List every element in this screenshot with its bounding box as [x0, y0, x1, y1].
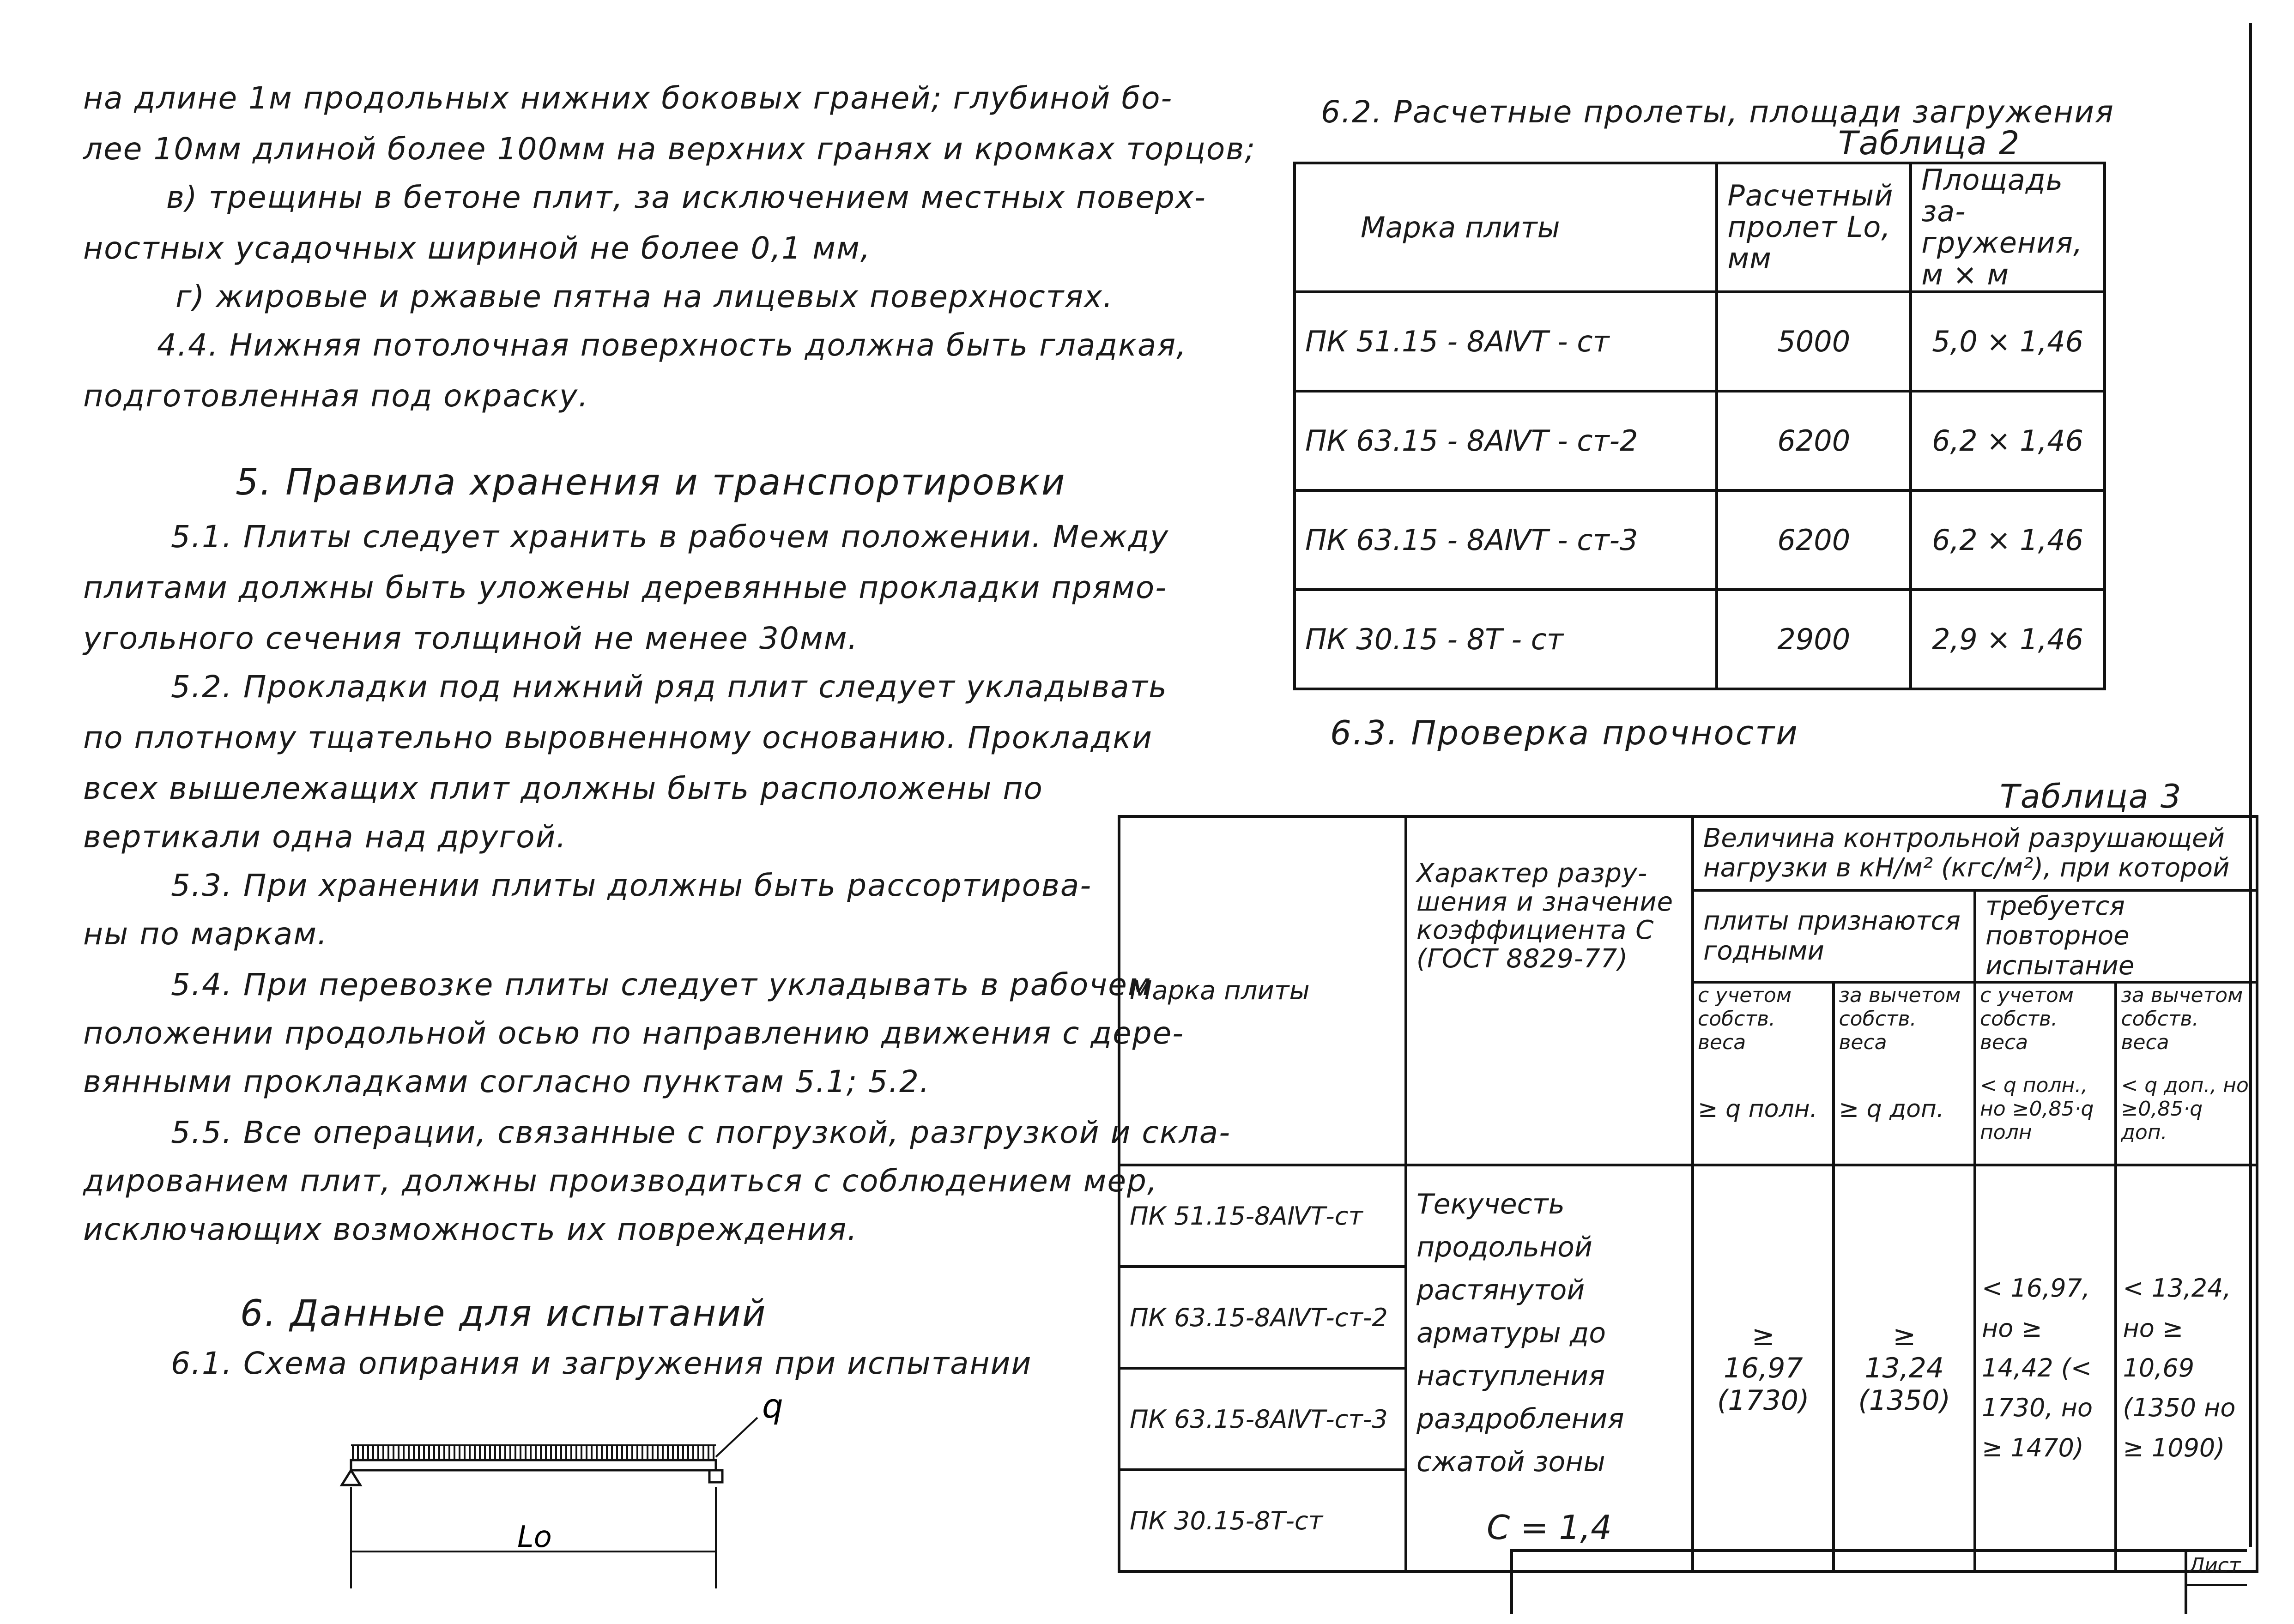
t3-header-c2: за вычетом собств. веса — [1834, 982, 1974, 1054]
load-label: q — [762, 1399, 783, 1425]
span-label: Lo — [517, 1520, 552, 1554]
t3-header-c4: за вычетом собств. веса — [2116, 982, 2257, 1054]
t3-header-c3: с учетом собств. веса — [1975, 982, 2116, 1054]
text-line: 5.2. Прокладки под нижний ряд плит следует укладывать — [171, 669, 1168, 705]
table-row — [1295, 292, 2105, 391]
t3-header-c1: с учетом собств. веса — [1693, 982, 1834, 1054]
text-line: вертикали одна над другой. — [83, 819, 567, 855]
t3-character-text: Текучесть продольной растянутой арматуры до наступления раздробления сжатой зоны — [1416, 1188, 1624, 1478]
text-line: лее 10мм длиной более 100мм на верхних гранях и кромках торцов; — [83, 131, 1256, 167]
text-line: плитами должны быть уложены деревянные прокладки прямо- — [83, 570, 1168, 605]
t3-header-c2v: ≥ q доп. — [1834, 1054, 1974, 1165]
text-line: г) жировые и ржавые пятна на лицевых поверхностях. — [176, 279, 1114, 314]
t2-span: 2900 — [1717, 590, 1911, 689]
text-line: 5.5. Все операции, связанные с погрузкой, разгрузкой и скла- — [171, 1115, 1231, 1150]
t2-span: 6200 — [1717, 391, 1911, 490]
t3-v2: ≥ 13,24 (1350) — [1834, 1165, 1974, 1571]
table-row — [1119, 1165, 2257, 1267]
t2-mark: ПК 30.15 - 8Т - ст — [1295, 590, 1717, 689]
stamp-sheet-divider — [2185, 1549, 2187, 1614]
table-row — [1295, 590, 2105, 689]
text-line: подготовленная под окраску. — [83, 378, 589, 414]
stamp-sheet-label: Лист — [2189, 1554, 2241, 1577]
t3-mark: ПК 30.15-8Т-ст — [1119, 1470, 1406, 1571]
t3-header-c1v: ≥ q полн. — [1693, 1054, 1834, 1165]
stamp-top-border — [1510, 1549, 2247, 1552]
section-6-1: 6.1. Схема опирания и загружения при испытании — [171, 1346, 1032, 1381]
section-6-title: 6. Данные для испытаний — [240, 1293, 767, 1334]
section-6-3-title: 6.3. Проверка прочности — [1330, 713, 1799, 752]
text-line: дированием плит, должны производиться с соблюдением мер, — [83, 1163, 1158, 1199]
t3-v1: ≥ 16,97 (1730) — [1693, 1165, 1834, 1571]
text-line: угольного сечения толщиной не менее 30мм. — [83, 621, 859, 656]
text-line: 5.4. При перевозке плиты следует укладывать в рабочем — [171, 967, 1152, 1002]
text-line: 4.4. Нижняя потолочная поверхность должна быть гладкая, — [157, 327, 1187, 363]
t3-header-value: Величина контрольной разрушающей нагрузки в кН/м² (кгс/м²), при которой — [1693, 816, 2257, 890]
t2-area: 6,2 × 1,46 — [1911, 490, 2105, 590]
t3-header-mark: Марка плиты — [1119, 816, 1406, 1165]
text-line: положении продольной осью по направлению движения с дере- — [83, 1015, 1185, 1051]
text-line: исключающих возможность их повреждения. — [83, 1212, 858, 1247]
t3-c-value: С = 1,4 — [1487, 1508, 1612, 1547]
text-line: 5.3. При хранении плиты должны быть рассортирова- — [171, 868, 1092, 903]
t3-header-character: Характер разру-шения и значение коэффициента С (ГОСТ 8829-77) — [1406, 816, 1693, 1165]
load-leader-line — [716, 1418, 757, 1457]
load-hatch — [351, 1445, 716, 1460]
text-line: по плотному тщательно выровненному основанию. Прокладки — [83, 720, 1153, 755]
t2-span: 5000 — [1717, 292, 1911, 391]
pin-support-icon — [342, 1470, 360, 1485]
text-line: всех вышележащих плит должны быть расположены по — [83, 771, 1043, 806]
page-right-border — [2249, 23, 2252, 1547]
table-3-caption: Таблица 3 — [2000, 778, 2182, 815]
table-2 — [1293, 162, 2106, 690]
t2-header-area: Площадь за-гружения, м × м — [1911, 163, 2105, 292]
t3-header-c4v: < q доп., но ≥0,85·q доп. — [2116, 1054, 2257, 1165]
text-line: ны по маркам. — [83, 916, 328, 952]
text-line: ностных усадочных шириной не более 0,1 мм, — [83, 230, 871, 266]
slab-beam — [351, 1460, 716, 1470]
t2-area: 6,2 × 1,46 — [1911, 391, 2105, 490]
t3-v3: < 16,97, но ≥ 14,42 (< 1730, но ≥ 1470) — [1975, 1165, 2116, 1571]
stamp-left-border — [1510, 1549, 1513, 1614]
t2-area: 2,9 × 1,46 — [1911, 590, 2105, 689]
t3-mark: ПК 63.15-8АⅣТ-ст-2 — [1119, 1267, 1406, 1368]
t2-header-span: Расчетный пролет Lo, мм — [1717, 163, 1911, 292]
t2-mark: ПК 63.15 - 8АⅣТ - ст-3 — [1295, 490, 1717, 590]
stamp-sheet-line — [2185, 1584, 2247, 1586]
text-line: вянными прокладками согласно пунктам 5.1; 5.2. — [83, 1064, 930, 1099]
t3-mark: ПК 63.15-8АⅣТ-ст-3 — [1119, 1368, 1406, 1470]
table-2-caption: Таблица 2 — [1838, 124, 2021, 162]
t3-header-c3v: < q полн., но ≥0,85·q полн — [1975, 1054, 2116, 1165]
t2-mark: ПК 63.15 - 8АⅣТ - ст-2 — [1295, 391, 1717, 490]
table-3 — [1118, 815, 2258, 1573]
t3-mark: ПК 51.15-8АⅣТ-ст — [1119, 1165, 1406, 1267]
table-row — [1295, 391, 2105, 490]
t2-mark: ПК 51.15 - 8АⅣТ - ст — [1295, 292, 1717, 391]
t2-header-mark: Марка плиты — [1295, 163, 1717, 292]
loading-diagram — [323, 1399, 785, 1598]
t2-span: 6200 — [1717, 490, 1911, 590]
t3-header-fit: плиты признаются годными — [1693, 890, 1975, 982]
t3-v4: < 13,24, но ≥ 10,69 (1350 но ≥ 1090) — [2116, 1165, 2257, 1571]
text-line: в) трещины в бетоне плит, за исключением местных поверх- — [166, 180, 1206, 215]
section-5-title: 5. Правила хранения и транспортировки — [236, 462, 1066, 503]
text-line: 5.1. Плиты следует хранить в рабочем положении. Между — [171, 519, 1169, 555]
table-row — [1295, 490, 2105, 590]
roller-support-icon — [709, 1470, 722, 1482]
t3-character-cell — [1406, 1165, 1693, 1571]
t2-area: 5,0 × 1,46 — [1911, 292, 2105, 391]
t3-header-retest: требуется повторное испытание — [1975, 890, 2257, 982]
section-6-2-title: 6.2. Расчетные пролеты, площади загружения — [1321, 94, 2114, 130]
text-line: на длине 1м продольных нижних боковых граней; глубиной бо- — [83, 80, 1173, 116]
